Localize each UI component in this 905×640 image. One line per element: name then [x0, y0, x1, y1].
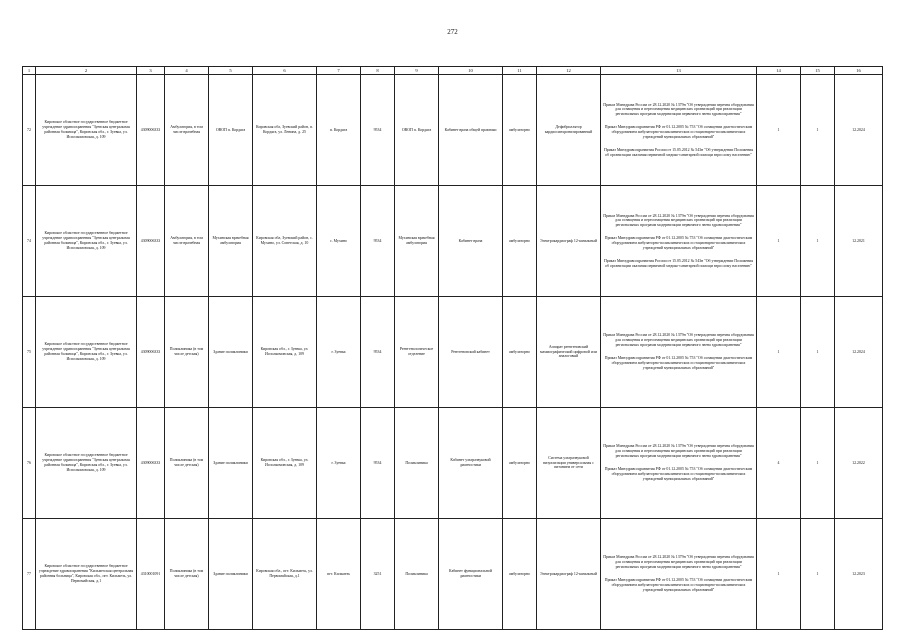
org-code-cell: 4309006333 [137, 297, 165, 408]
regulatory-document: Приказ Минздрава России от 28.12.2020 № 1379н "Об утверждении перечня оборудования для оснащения и переоснащения медицинских организаций при реализации региональных программ модернизации первичного звена здравоохранения" [603, 213, 754, 228]
unit-address-cell: Кировская обл, Зуевский район, с. Мухино, ул. Советская, д. 10 [253, 186, 317, 297]
care-form-cell: амбулаторно [503, 75, 537, 186]
delivery-date-cell: 12.2024 [835, 297, 883, 408]
regulatory-document: Приказ Минздравсоцразвития РФ от 01.12.2005 № 753 "Об оснащении диагностическим оборудованием амбулаторно-поликлинических и стационарно-поликлинических учреждений муниципальных образований" [604, 356, 753, 370]
organization-name-cell: Кировское областное государственное бюджетное учреждение здравоохранения "Зуевская центральная районная больница", Кировская обл., г. Зуевка, ул. Исполкомовская, д. 109 [36, 186, 137, 297]
care-form-cell: амбулаторно [503, 186, 537, 297]
quantity-required-cell: 1 [757, 297, 801, 408]
row-number-cell: 74 [23, 186, 36, 297]
department-cell: Поликлиника [395, 519, 439, 630]
quantity-required-cell: 1 [757, 519, 801, 630]
department-cell: Рентгенологическое отделение [395, 297, 439, 408]
column-number-9: 9 [395, 67, 439, 75]
locality-cell: с. Мухино [317, 186, 361, 297]
facility-type-cell: Поликлиника (в том числе детская) [165, 297, 209, 408]
org-code-cell: 4309006333 [137, 75, 165, 186]
locality-cell: п. Кордяга [317, 75, 361, 186]
column-number-15: 15 [801, 67, 835, 75]
unit-address-cell: Кировская обл., г. Зуевка, ул. Исполкомовская, д. 109 [253, 297, 317, 408]
column-number-12: 12 [537, 67, 601, 75]
room-name-cell: Кабинет ультразвуковой диагностики [439, 408, 503, 519]
column-number-5: 5 [209, 67, 253, 75]
structural-unit-cell: Здание поликлиники [209, 519, 253, 630]
regulatory-documents-cell [601, 408, 757, 519]
facility-type-cell: Амбулатория, в том числе врачебная [165, 75, 209, 186]
structural-unit-cell: Здание поликлиники [209, 297, 253, 408]
facility-type-cell: Поликлиника (в том числе детская) [165, 408, 209, 519]
delivery-date-cell: 12.2022 [835, 408, 883, 519]
settlement-code-cell: 9534 [361, 408, 395, 519]
regulatory-documents-cell [601, 75, 757, 186]
room-name-cell: Рентгеновский кабинет [439, 297, 503, 408]
org-code-cell: 4309006333 [137, 186, 165, 297]
regulatory-document: Приказ Минздравсоцразвития России от 15.05.2012 № 543н "Об утверждении Положения об организации оказания первичной медико-санитарной помощи взрослому населению" [603, 258, 754, 268]
row-number-cell: 75 [23, 297, 36, 408]
settlement-code-cell: 9534 [361, 75, 395, 186]
equipment-name-cell: Электрокардиограф 12-канальный [537, 186, 601, 297]
page-number: 272 [447, 28, 458, 36]
structural-unit-cell: ОВОП п. Кордяга [209, 75, 253, 186]
column-number-1: 1 [23, 67, 36, 75]
settlement-code-cell: 9534 [361, 297, 395, 408]
department-cell: ОВОП п. Кордяга [395, 75, 439, 186]
quantity-required-cell: 1 [757, 186, 801, 297]
settlement-code-cell: 3251 [361, 519, 395, 630]
column-number-16: 16 [835, 67, 883, 75]
organization-name-cell: Кировское областное государственное бюджетное учреждение здравоохранения "Кильмезская центральная районная больница", Кировская обл., пгт. Кильмезь, ул. Первомайская, д.1 [36, 519, 137, 630]
unit-address-cell: Кировская обл., г. Зуевка, ул. Исполкомовская, д. 109 [253, 408, 317, 519]
delivery-date-cell: 12.2021 [835, 186, 883, 297]
care-form-cell: амбулаторно [503, 519, 537, 630]
column-number-2: 2 [36, 67, 137, 75]
regulatory-document: Приказ Минздравсоцразвития РФ от 01.12.2005 № 753 "Об оснащении диагностическим оборудованием амбулаторно-поликлинических и стационарно-поликлинических учреждений муниципальных образований" [604, 125, 753, 139]
column-number-header-row [23, 67, 883, 75]
quantity-planned-cell: 1 [801, 75, 835, 186]
quantity-planned-cell: 1 [801, 408, 835, 519]
column-number-10: 10 [439, 67, 503, 75]
regulatory-document: Приказ Минздрава России от 28.12.2020 № 1379н "Об утверждении перечня оборудования для оснащения и переоснащения медицинских организаций при реализации региональных программ модернизации первичного звена здравоохранения" [603, 555, 754, 570]
regulatory-documents-cell [601, 297, 757, 408]
organization-name-cell: Кировское областное государственное бюджетное учреждение здравоохранения "Зуевская центральная районная больница", Кировская обл., г. Зуевка, ул. Исполкомовская, д. 109 [36, 408, 137, 519]
column-number-13: 13 [601, 67, 757, 75]
department-cell: Поликлиника [395, 408, 439, 519]
regulatory-documents-cell [601, 186, 757, 297]
equipment-name-cell: Система ультразвуковой визуализации универсальная с питанием от сети [537, 408, 601, 519]
care-form-cell: амбулаторно [503, 408, 537, 519]
equipment-register-table [22, 66, 883, 630]
equipment-name-cell: Аппарат рентгеновский маммографический цифровой или аналоговый [537, 297, 601, 408]
table-row [23, 408, 883, 519]
department-cell: Мухинская врачебная амбулатория [395, 186, 439, 297]
column-number-14: 14 [757, 67, 801, 75]
regulatory-document: Приказ Минздрава России от 28.12.2020 № 1379н "Об утверждении перечня оборудования для оснащения и переоснащения медицинских организаций при реализации региональных программ модернизации первичного звена здравоохранения" [603, 333, 754, 348]
row-number-cell: 76 [23, 408, 36, 519]
facility-type-cell: Амбулатория, в том числе врачебная [165, 186, 209, 297]
quantity-planned-cell: 1 [801, 519, 835, 630]
equipment-name-cell: Электрокардиограф 12-канальный [537, 519, 601, 630]
unit-address-cell: Кировская обл., пгт. Кильмезь, ул. Первомайская, д.1 [253, 519, 317, 630]
settlement-code-cell: 9534 [361, 186, 395, 297]
regulatory-document: Приказ Минздравсоцразвития России от 15.05.2012 № 543н "Об утверждении Положения об организации оказания первичной медико-санитарной помощи взрослому населению" [603, 147, 754, 157]
table-row [23, 297, 883, 408]
regulatory-documents-cell [601, 519, 757, 630]
regulatory-document: Приказ Минздравсоцразвития РФ от 01.12.2005 № 753 "Об оснащении диагностическим оборудованием амбулаторно-поликлинических и стационарно-поликлинических учреждений муниципальных образований" [604, 236, 753, 250]
row-number-cell: 77 [23, 519, 36, 630]
column-number-6: 6 [253, 67, 317, 75]
delivery-date-cell: 12.2024 [835, 75, 883, 186]
column-number-4: 4 [165, 67, 209, 75]
org-code-cell: 4309006333 [137, 408, 165, 519]
table-row [23, 186, 883, 297]
room-name-cell: Кабинет функциональной диагностики [439, 519, 503, 630]
column-number-8: 8 [361, 67, 395, 75]
care-form-cell: амбулаторно [503, 297, 537, 408]
regulatory-document: Приказ Минздрава России от 28.12.2020 № 1379н "Об утверждении перечня оборудования для оснащения и переоснащения медицинских организаций при реализации региональных программ модернизации первичного звена здравоохранения" [603, 444, 754, 459]
org-code-cell: 4310001091 [137, 519, 165, 630]
delivery-date-cell: 12.2023 [835, 519, 883, 630]
column-number-11: 11 [503, 67, 537, 75]
table-row [23, 519, 883, 630]
organization-name-cell: Кировское областное государственное бюджетное учреждение здравоохранения "Зуевская центральная районная больница", Кировская обл., г. Зуевка, ул. Исполкомовская, д. 109 [36, 297, 137, 408]
facility-type-cell: Поликлиника (в том числе детская) [165, 519, 209, 630]
room-name-cell: Кабинет врача [439, 186, 503, 297]
table-row [23, 75, 883, 186]
locality-cell: пгт. Кильмезь [317, 519, 361, 630]
structural-unit-cell: Здание поликлиники [209, 408, 253, 519]
regulatory-document: Приказ Минздравсоцразвития РФ от 01.12.2005 № 753 "Об оснащении диагностическим оборудованием амбулаторно-поликлинических и стационарно-поликлинических учреждений муниципальных образований" [604, 578, 753, 592]
structural-unit-cell: Мухинская врачебная амбулатория [209, 186, 253, 297]
regulatory-document: Приказ Минздравсоцразвития РФ от 01.12.2005 № 753 "Об оснащении диагностическим оборудованием амбулаторно-поликлинических и стационарно-поликлинических учреждений муниципальных образований" [604, 467, 753, 481]
quantity-planned-cell: 1 [801, 297, 835, 408]
column-number-7: 7 [317, 67, 361, 75]
locality-cell: г. Зуевка [317, 297, 361, 408]
regulatory-document: Приказ Минздрава России от 28.12.2020 № 1379н "Об утверждении перечня оборудования для оснащения и переоснащения медицинских организаций при реализации региональных программ модернизации первичного звена здравоохранения" [603, 102, 754, 117]
organization-name-cell: Кировское областное государственное бюджетное учреждение здравоохранения "Зуевская центральная районная больница", Кировская обл., г. Зуевка, ул. Исполкомовская, д. 109 [36, 75, 137, 186]
quantity-required-cell: 1 [757, 75, 801, 186]
room-name-cell: Кабинет врача общей практики [439, 75, 503, 186]
row-number-cell: 72 [23, 75, 36, 186]
quantity-planned-cell: 1 [801, 186, 835, 297]
quantity-required-cell: 4 [757, 408, 801, 519]
equipment-name-cell: Дефибриллятор кардиосинхронизированный [537, 75, 601, 186]
unit-address-cell: Кировская обл, Зуевский район, п. Кордяга, ул. Ленина, д. 25 [253, 75, 317, 186]
locality-cell: г. Зуевка [317, 408, 361, 519]
column-number-3: 3 [137, 67, 165, 75]
